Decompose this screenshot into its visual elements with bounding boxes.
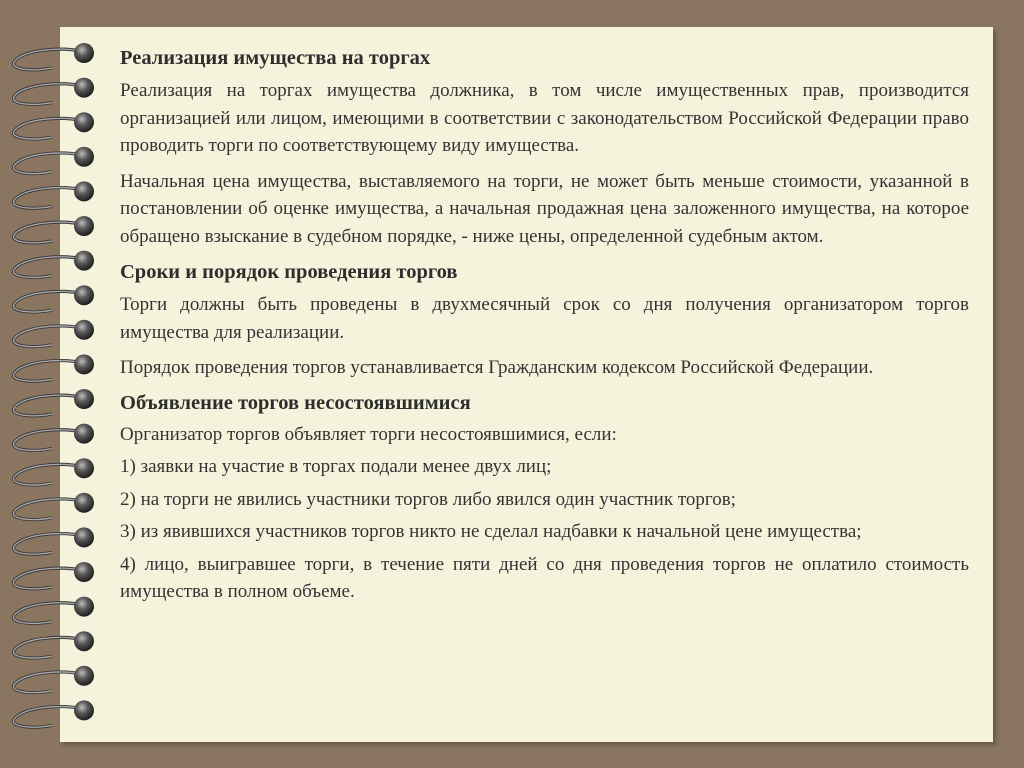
paragraph-initial-price: Начальная цена имущества, выставляемого на торги, не может быть меньше стоимости, указанной в постановлении об оценке имущества, а начальная продажная цена заложенного имущества, на которое обращено взыскание в судебном порядке, - ниже цены, определенной судебным актом. bbox=[120, 170, 969, 247]
section-heading-sale: Реализация имущества на торгах bbox=[120, 47, 431, 69]
spiral-ring bbox=[13, 216, 94, 243]
spiral-ring bbox=[13, 700, 94, 727]
spiral-binding bbox=[0, 0, 110, 768]
spiral-ring bbox=[13, 389, 94, 416]
spiral-ring bbox=[13, 666, 94, 693]
spiral-ring bbox=[13, 493, 94, 520]
paragraph-civil-code: Порядок проведения торгов устанавливается Гражданским кодексом Российской Федерации. bbox=[120, 357, 874, 378]
spiral-ring bbox=[13, 320, 94, 347]
list-item: 4) лицо, выигравшее торги, в течение пяти дней со дня проведения торгов не оплатило стоимость имущества в полном объеме. bbox=[120, 553, 969, 602]
section-heading-terms: Сроки и порядок проведения торгов bbox=[120, 261, 458, 283]
spiral-ring bbox=[13, 181, 94, 208]
spiral-ring bbox=[13, 285, 94, 312]
page-content bbox=[120, 44, 969, 611]
spiral-ring bbox=[13, 562, 94, 589]
paragraph-sale-organizer: Реализация на торгах имущества должника, в том числе имущественных прав, производится организацией или лицом, имеющими в соответствии с законодательством Российской Федерации право проводить торги по соответствующему виду имущества. bbox=[120, 80, 969, 156]
section-heading-failed-auction: Объявление торгов несостоявшимися bbox=[120, 391, 471, 414]
spiral-ring bbox=[13, 458, 94, 485]
spiral-ring bbox=[13, 354, 94, 381]
paragraph-two-month-term: Торги должны быть проведены в двухмесячный срок со дня получения организатором торгов имущества для реализации. bbox=[120, 294, 969, 343]
spiral-ring bbox=[13, 597, 94, 624]
spiral-ring bbox=[13, 251, 94, 278]
spiral-ring bbox=[13, 43, 94, 70]
spiral-ring bbox=[13, 424, 94, 451]
list-item: 2) на торги не явились участники торгов либо явился один участник торгов; bbox=[120, 488, 736, 510]
spiral-ring bbox=[13, 112, 94, 139]
list-item: 3) из явившихся участников торгов никто не сделал надбавки к начальной цене имущества; bbox=[120, 521, 862, 542]
list-item: 1) заявки на участие в торгах подали менее двух лиц; bbox=[120, 456, 552, 477]
spiral-ring bbox=[13, 147, 94, 174]
spiral-ring bbox=[13, 78, 94, 105]
spiral-ring bbox=[13, 631, 94, 658]
spiral-ring bbox=[13, 527, 94, 554]
paragraph-failed-intro: Организатор торгов объявляет торги несостоявшимися, если: bbox=[120, 423, 617, 445]
